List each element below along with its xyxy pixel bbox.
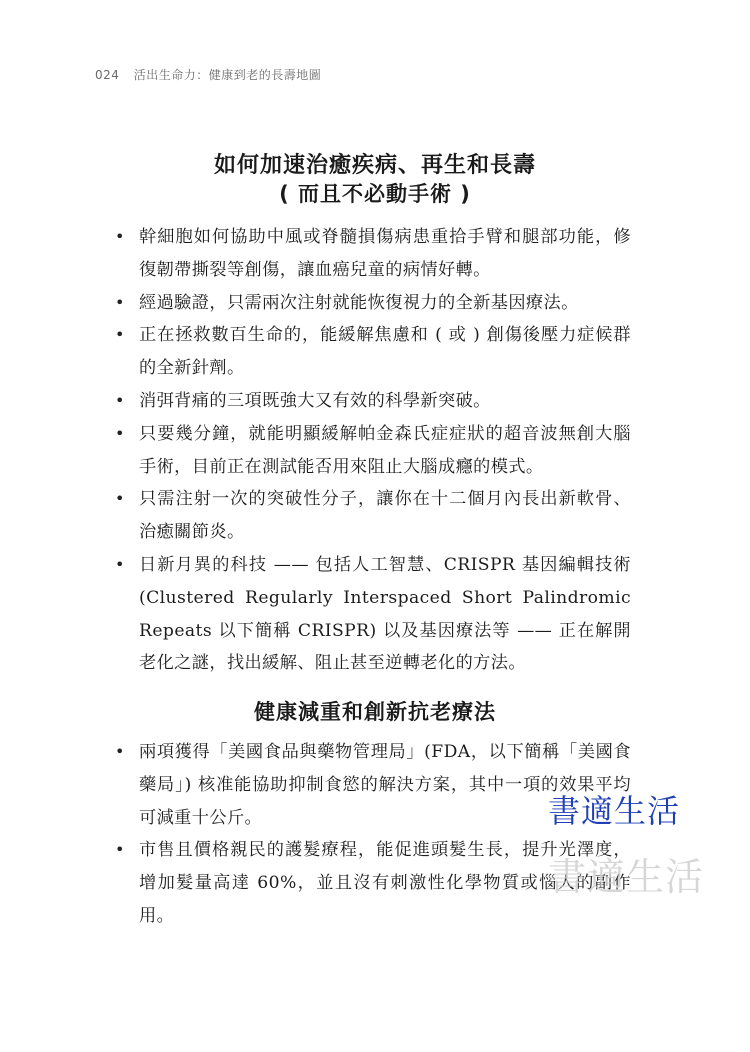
section1-subtitle: ( 而且不必動手術 ) — [279, 182, 471, 206]
section2-title: 健康減重和創新抗老療法 — [254, 700, 496, 724]
bullet-icon: • — [115, 423, 125, 443]
list-item — [115, 221, 631, 287]
list-item-text: 消弭背痛的三項既強大又有效的科學新突破。 — [139, 390, 491, 411]
bullet-icon: • — [115, 390, 125, 410]
list-item — [115, 418, 631, 484]
list-item-text: 只要幾分鐘，就能明顯緩解帕金森氏症症狀的超音波無創大腦手術，目前正在測試能否用來阻止大腦成癮的模式。 — [139, 423, 631, 477]
list-item — [115, 319, 631, 385]
list-item-text: 日新月異的科技 —— 包括人工智慧、CRISPR 基因編輯技術 (Clustered Regularly Interspaced Short Palindromic Repeats 以下簡稱 CRISPR) 以及基因療法等 —— 正在解開老化之謎，找出緩解、阻止甚至逆轉老化的方法。 — [139, 554, 631, 674]
bullet-icon: • — [115, 554, 125, 574]
running-header — [95, 66, 321, 83]
list-item — [115, 287, 631, 320]
section2-bullet-list — [0, 736, 750, 933]
list-item-text: 幹細胞如何協助中風或脊髓損傷病患重拾手臂和腿部功能，修復韌帶撕裂等創傷，讓血癌兒童的病情好轉。 — [139, 227, 631, 280]
bullet-icon: • — [115, 292, 125, 312]
bullet-icon: • — [115, 227, 125, 246]
list-item — [115, 483, 631, 549]
list-item-text: 經過驗證，只需兩次注射就能恢復視力的全新基因療法。 — [139, 292, 579, 313]
watermark-blue: 書適生活 — [548, 792, 681, 830]
list-item-text: 兩項獲得「美國食品與藥物管理局」(FDA，以下簡稱「美國食藥局」) 核准能協助抑制食慾的解決方案，其中一項的效果平均可減重十公斤。 — [139, 742, 631, 828]
bullet-icon: • — [115, 840, 125, 860]
bullet-icon: • — [115, 742, 125, 761]
book-title: 活出生命力：健康到老的長壽地圖 — [133, 68, 322, 82]
section1-bullet-list — [0, 221, 750, 680]
list-item-text: 市售且價格親民的護髮療程，能促進頭髮生長，提升光澤度，增加髮量高達 60%，並且沒有刺激性化學物質或惱人的副作用。 — [139, 840, 631, 926]
list-item-text: 正在拯救數百生命的，能緩解焦慮和 ( 或 ) 創傷後壓力症候群的全新針劑。 — [139, 325, 631, 379]
bullet-icon: • — [115, 489, 125, 509]
list-item-text: 只需注射一次的突破性分子，讓你在十二個月內長出新軟骨、治癒關節炎。 — [139, 489, 631, 543]
bullet-icon: • — [115, 325, 125, 345]
page-number: 024 — [95, 68, 120, 82]
list-item — [115, 385, 631, 418]
list-item — [115, 549, 631, 680]
section1-title: 如何加速治癒疾病、再生和長壽 — [213, 153, 536, 178]
watermark-gray: 書適生活 — [548, 855, 705, 899]
